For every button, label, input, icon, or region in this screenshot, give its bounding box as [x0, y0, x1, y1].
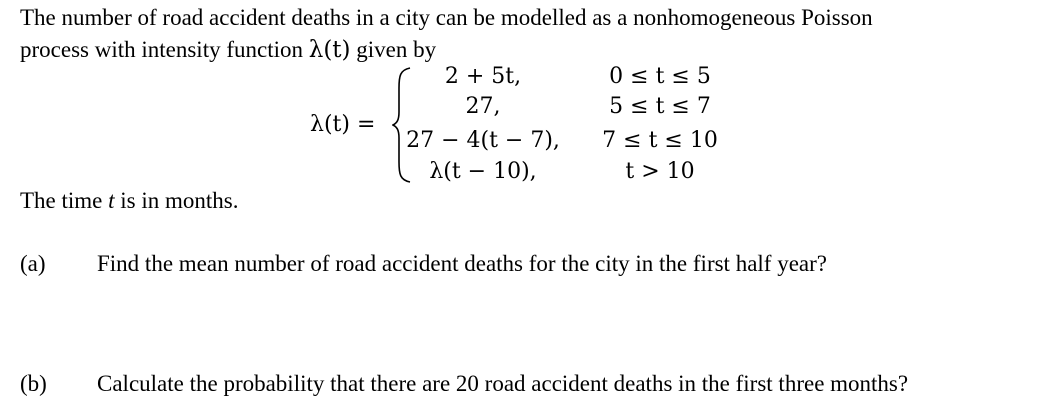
time-note-prefix: The time [20, 188, 109, 213]
intensity-function-symbol: λ(t) [308, 37, 351, 63]
part-a-question: Find the mean number of road accident deaths for the city in the first half year? [97, 251, 827, 276]
intro-line-1: The number of road accident deaths in a city can be modelled as a nonhomogeneous Poisson [20, 5, 873, 30]
formula-lhs: λ(t) = [310, 112, 376, 137]
case-3-condition: 7 ≤ t ≤ 10 [602, 128, 718, 153]
case-1-condition: 0 ≤ t ≤ 5 [609, 64, 711, 89]
part-a-label: (a) [20, 251, 46, 276]
case-1-expression: 2 + 5t, [444, 64, 522, 89]
piecewise-formula [300, 60, 760, 190]
intro-line-2-suffix: given by [350, 37, 437, 62]
case-4-condition: t > 10 [625, 159, 695, 184]
part-b-label: (b) [20, 371, 47, 396]
time-variable: t [108, 188, 115, 213]
case-2-condition: 5 ≤ t ≤ 7 [609, 94, 711, 119]
case-2-expression: 27, [465, 94, 501, 119]
part-b-question: Calculate the probability that there are 20 road accident deaths in the first three months? [97, 371, 909, 396]
case-4-expression: λ(t − 10), [429, 159, 537, 184]
case-3-expression: 27 − 4(t − 7), [406, 128, 560, 153]
time-note-suffix: is in months. [114, 188, 239, 213]
time-units-note [20, 188, 239, 214]
intro-line-2-prefix: process with intensity function [20, 37, 309, 62]
